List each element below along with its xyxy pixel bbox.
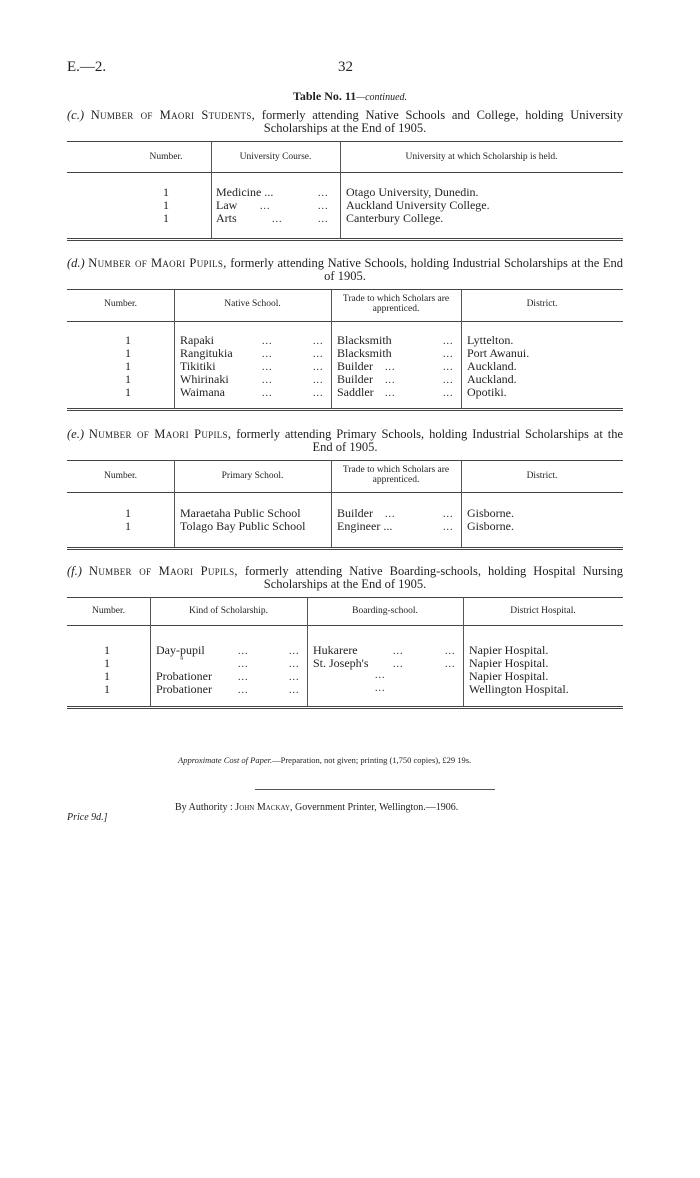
leader-dots: ... (272, 214, 283, 225)
leader-dots: ... (385, 362, 396, 373)
table-cell-school: ... (375, 670, 386, 681)
printer-authority (175, 802, 458, 813)
section-c-caption-smallcaps: Number of Maori Students, (90, 108, 256, 122)
table-cell-trade: Saddler (337, 385, 374, 399)
table-cell-school: ... (375, 683, 386, 694)
leader-dots: ... (289, 646, 300, 657)
section-f-header-school: Boarding-school. (352, 606, 418, 616)
section-c-caption (67, 109, 623, 135)
section-c-label: (c.) (67, 108, 84, 122)
section-d-header-trade: Trade to which Scholars are apprenticed. (342, 294, 450, 314)
table-cell-district: Lyttelton. (467, 333, 514, 347)
table-cell-kind: " (180, 656, 184, 666)
leader-dots: ... (289, 659, 300, 670)
leader-dots: ... (318, 188, 329, 199)
section-d-header-number: Number. (104, 299, 137, 309)
table-cell-course: Law (216, 198, 238, 212)
table-cell-school: Hukarere (313, 643, 358, 657)
section-e-header-school: Primary School. (221, 471, 284, 481)
section-e-caption-smallcaps: Number of Maori Pupils, (88, 427, 232, 441)
table-cell-school: Maraetaha Public School (180, 506, 301, 520)
leader-dots: ... (445, 659, 456, 670)
section-c-bottom-rule (67, 238, 623, 241)
leader-dots: ... (393, 646, 404, 657)
section-d-caption-smallcaps: Number of Maori Pupils, (88, 256, 227, 270)
table-cell-trade: Blacksmith (337, 333, 392, 347)
table-cell-school: Whirinaki (180, 372, 229, 386)
section-e-top-rule (67, 460, 623, 461)
section-f-header-hospital: District Hospital. (510, 606, 576, 616)
section-c-header-rule (67, 172, 623, 173)
table-cell-trade: Builder (337, 372, 373, 386)
section-d-caption-text: formerly attending Native Schools, holding Industrial Scholarships at the End of 1905. (226, 256, 623, 283)
leader-dots: ... (318, 201, 329, 212)
section-e-caption (67, 428, 623, 454)
cost-note-label: Approximate Cost of Paper. (178, 755, 273, 765)
section-e-header-trade: Trade to which Scholars are apprenticed. (342, 465, 450, 485)
table-cell-trade: Blacksmith (337, 346, 392, 360)
table-cell-number: 1 (104, 656, 110, 670)
table-cell-school: Tikitiki (180, 359, 216, 373)
table-cell-district: Auckland. (467, 372, 517, 386)
leader-dots: ... (443, 522, 454, 533)
section-c-header-number: Number. (149, 152, 183, 162)
section-e-header-district: District. (526, 471, 558, 481)
table-title (0, 89, 700, 104)
table-cell-district: Auckland. (467, 359, 517, 373)
leader-dots: ... (385, 509, 396, 520)
table-cell-hospital: Napier Hospital. (469, 643, 549, 657)
leader-dots: ... (443, 509, 454, 520)
section-c-caption-text: formerly attending Native Schools and College, holding University Scholarships at the End of 1905. (255, 108, 623, 135)
table-cell-number: 1 (163, 211, 169, 225)
leader-dots: ... (313, 362, 324, 373)
leader-dots: ... (260, 201, 271, 212)
cost-note-text: —Preparation, not given; printing (1,750 copies), £29 19s. (272, 755, 472, 765)
table-cell-school: Waimana (180, 385, 226, 399)
table-cell-number: 1 (125, 333, 131, 347)
section-e-caption-text: formerly attending Primary Schools, holding Industrial Scholarships at the End of 1905. (231, 427, 624, 454)
table-cell-number: 1 (125, 506, 131, 520)
leader-dots: ... (393, 659, 404, 670)
leader-dots: ... (262, 388, 273, 399)
table-cell-kind: Probationer (156, 682, 212, 696)
table-cell-school: Rangitukia (180, 346, 233, 360)
leader-dots: ... (238, 646, 249, 657)
section-d-header-district: District. (526, 299, 558, 309)
authority-rest: Government Printer, Wellington.—1906. (292, 802, 459, 813)
table-cell-hospital: Napier Hospital. (469, 669, 549, 683)
leader-dots: ... (262, 349, 273, 360)
leader-dots: ... (443, 388, 454, 399)
section-c-header-course: University Course. (239, 152, 312, 162)
table-cell-number: 1 (125, 385, 131, 399)
page-number: 32 (338, 59, 353, 75)
section-e-bottom-rule (67, 547, 623, 550)
table-cell-number: 1 (104, 682, 110, 696)
table-cell-course: Arts (216, 211, 237, 225)
footer-rule (255, 789, 495, 790)
section-e-header-rule (67, 492, 623, 493)
section-d-caption (67, 257, 623, 283)
table-cell-university: Otago University, Dunedin. (346, 185, 479, 199)
table-cell-hospital: Napier Hospital. (469, 656, 549, 670)
table-cell-course: Medicine ... (216, 185, 274, 199)
leader-dots: ... (318, 214, 329, 225)
table-cell-university: Canterbury College. (346, 211, 444, 225)
leader-dots: ... (289, 672, 300, 683)
leader-dots: ... (443, 336, 454, 347)
table-cell-number: 1 (125, 359, 131, 373)
document-reference: E.—2. (67, 59, 107, 75)
table-cell-trade: Builder (337, 506, 373, 520)
leader-dots: ... (385, 375, 396, 386)
leader-dots: ... (313, 375, 324, 386)
table-cell-district: Gisborne. (467, 506, 514, 520)
table-cell-number: 1 (125, 519, 131, 533)
leader-dots: ... (238, 659, 249, 670)
leader-dots: ... (238, 672, 249, 683)
table-cell-district: Gisborne. (467, 519, 514, 533)
table-cell-district: Opotiki. (467, 385, 507, 399)
leader-dots: ... (443, 362, 454, 373)
leader-dots: ... (262, 375, 273, 386)
table-cell-hospital: Wellington Hospital. (469, 682, 569, 696)
leader-dots: ... (443, 375, 454, 386)
table-cell-number: 1 (104, 643, 110, 657)
leader-dots: ... (443, 349, 454, 360)
table-title-main: Table No. 11 (292, 89, 357, 103)
section-d-top-rule (67, 289, 623, 290)
table-cell-number: 1 (125, 346, 131, 360)
table-cell-trade: Engineer ... (337, 519, 393, 533)
section-f-caption (67, 565, 623, 591)
leader-dots: ... (313, 388, 324, 399)
leader-dots: ... (289, 685, 300, 696)
section-d-label: (d.) (67, 256, 85, 270)
table-cell-trade: Builder (337, 359, 373, 373)
table-cell-school: Rapaki (180, 333, 214, 347)
authority-prefix: By Authority : (175, 802, 236, 813)
table-cell-number: 1 (125, 372, 131, 386)
table-cell-kind: Day-pupil (156, 643, 205, 657)
section-c-header-university: University at which Scholarship is held. (405, 152, 558, 162)
section-f-header-kind: Kind of Scholarship. (189, 606, 268, 616)
section-f-caption-smallcaps: Number of Maori Pupils, (89, 564, 238, 578)
table-title-suffix: —continued. (356, 92, 408, 103)
section-f-bottom-rule (67, 706, 623, 709)
table-cell-number: 1 (163, 185, 169, 199)
leader-dots: ... (238, 685, 249, 696)
table-cell-university: Auckland University College. (346, 198, 490, 212)
section-d-header-rule (67, 321, 623, 322)
section-d-bottom-rule (67, 408, 623, 411)
table-cell-number: 1 (163, 198, 169, 212)
leader-dots: ... (262, 336, 273, 347)
section-f-label: (f.) (67, 564, 82, 578)
leader-dots: ... (313, 349, 324, 360)
table-cell-kind: Probationer (156, 669, 212, 683)
table-cell-school: St. Joseph's (313, 656, 369, 670)
leader-dots: ... (445, 646, 456, 657)
table-cell-district: Port Awanui. (467, 346, 530, 360)
section-e-label: (e.) (67, 427, 84, 441)
section-d-header-school: Native School. (224, 299, 281, 309)
price-note: Price 9d.] (67, 812, 108, 823)
leader-dots: ... (385, 388, 396, 399)
section-f-caption-text: formerly attending Native Boarding-schools, holding Hospital Nursing Scholarships at the End of 1905. (237, 564, 623, 591)
section-e-header-number: Number. (104, 471, 137, 481)
leader-dots: ... (313, 336, 324, 347)
section-f-header-number: Number. (92, 606, 125, 616)
section-c-top-rule (67, 141, 623, 142)
printer-name: John Mackay, (235, 802, 293, 813)
table-cell-school: Tolago Bay Public School (180, 519, 306, 533)
table-cell-number: 1 (104, 669, 110, 683)
leader-dots: ... (262, 362, 273, 373)
cost-note (178, 755, 471, 765)
